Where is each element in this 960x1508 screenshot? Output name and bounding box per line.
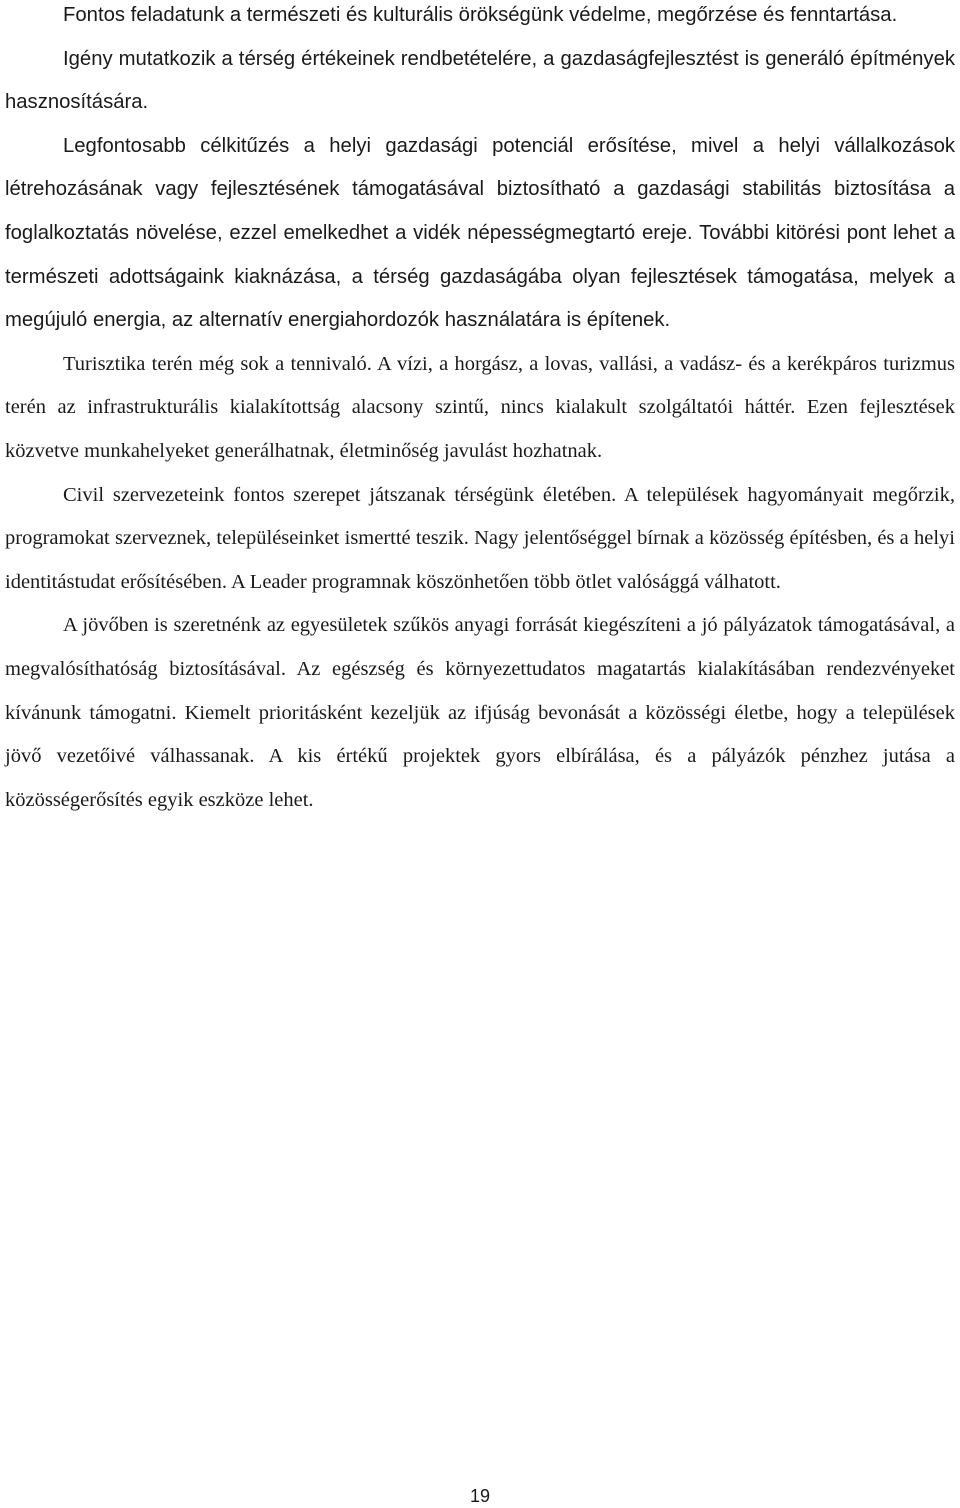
body-text — [5, 0, 955, 822]
page-number: 19 — [469, 1486, 491, 1506]
paragraph: A jövőben is szeretnénk az egyesületek szűkös anyagi forrását kiegészíteni a jó pályázatok támogatásával, a megvalósíthatóság biztosításával. Az egészség és környezettudatos magatartás kialakításában rendezvényeket kívánunk támogatni. Kiemelt prioritásként kezeljük az ifjúság bevonását a közösségi életbe, hogy a települések jövő vezetőivé válhassanak. A kis értékű projektek gyors elbírálása, és a pályázók pénzhez jutása a közösségerősítés egyik eszköze lehet. — [5, 614, 955, 811]
paragraph: Fontos feladatunk a természeti és kulturális örökségünk védelme, megőrzése és fenntartása. — [63, 4, 898, 26]
paragraph: Civil szervezeteink fontos szerepet játszanak térségünk életében. A települések hagyományait megőrzik, programokat szerveznek, településeinket ismertté teszik. Nagy jelentőséggel bírnak a közösség építésben, és a helyi identitástudat erősítésében. A Leader programnak köszönhetően több ötlet valósággá válhatott. — [5, 483, 955, 593]
paragraph: Turisztika terén még sok a tennivaló. A vízi, a horgász, a lovas, vallási, a vadász- és a kerékpáros turizmus terén az infrastrukturális kialakítottság alacsony szintű, nincs kialakult szolgáltatói háttér. Ezen fejlesztések közvetve munkahelyeket generálhatnak, életminőség javulást hozhatnak. — [5, 352, 955, 462]
paragraph: Igény mutatkozik a térség értékeinek rendbetételére, a gazdaságfejlesztést is generáló építmények hasznosítására. — [5, 47, 955, 114]
paragraph: Legfontosabb célkitűzés a helyi gazdasági potenciál erősítése, mivel a helyi vállalkozások létrehozásának vagy fejlesztésének támogatásával biztosítható a gazdasági stabilitás biztosítása a foglalkoztatás növelése, ezzel emelkedhet a vidék népességmegtartó ereje. További kitörési pont lehet a természeti adottságaink kiaknázása, a térség gazdaságába olyan fejlesztések támogatása, melyek a megújuló energia, az alternatív energiahordozók használatára is építenek. — [5, 134, 955, 332]
